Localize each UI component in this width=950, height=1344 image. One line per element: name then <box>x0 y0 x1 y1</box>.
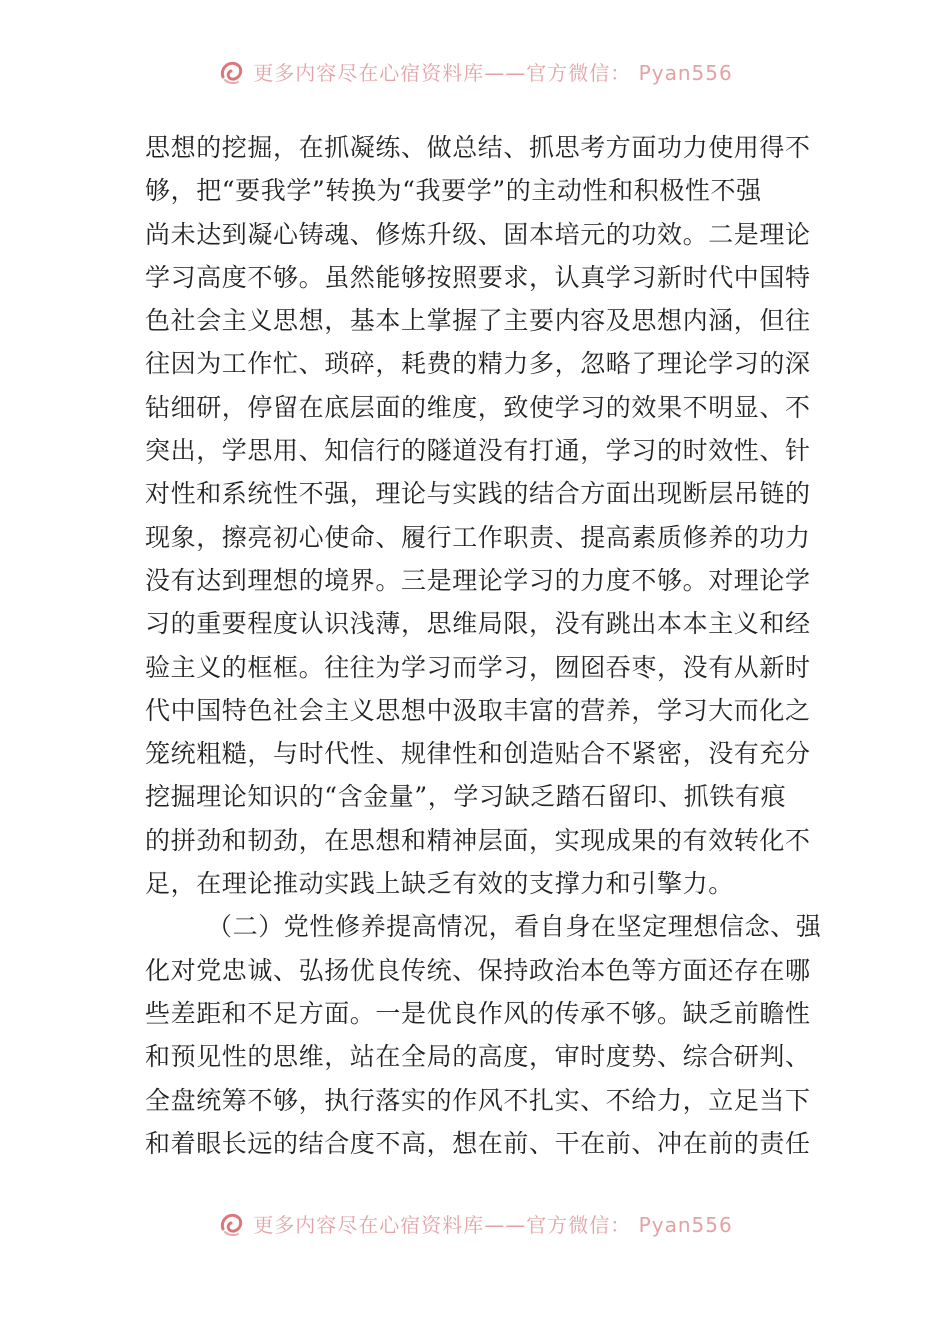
text-line: 色社会主义思想，基本上掌握了主要内容及思想内涵，但往 <box>145 306 811 336</box>
spiral-swirl-icon <box>217 1208 247 1238</box>
text-line: 验主义的框框。往往为学习而学习，囫囵吞枣，没有从新时 <box>145 652 811 682</box>
text-line: 够，把“要我学”转换为“我要学”的主动性和积极性不强 <box>145 176 762 206</box>
text-line: 些差距和不足方面。一是优良作风的传承不够。缺乏前瞻性 <box>145 998 811 1028</box>
header-watermark <box>0 54 950 88</box>
text-line: 和预见性的思维，站在全局的高度，审时度势、综合研判、 <box>145 1042 811 1072</box>
text-line: 钻细研，停留在底层面的维度，致使学习的效果不明显、不 <box>145 392 811 422</box>
text-line: 现象，擦亮初心使命、履行工作职责、提高素质修养的功力 <box>145 522 811 552</box>
document-body <box>145 126 822 1165</box>
text-line: 和着眼长远的结合度不高，想在前、干在前、冲在前的责任 <box>145 1128 811 1158</box>
text-line: 往因为工作忙、琐碎，耗费的精力多，忽略了理论学习的深 <box>145 349 811 379</box>
text-line: 代中国特色社会主义思想中汲取丰富的营养，学习大而化之 <box>145 695 811 725</box>
text-line: 对性和系统性不强，理论与实践的结合方面出现断层吊链的 <box>145 479 811 509</box>
text-line: 习的重要程度认识浅薄，思维局限，没有跳出本本主义和经 <box>145 609 811 639</box>
text-line: 没有达到理想的境界。三是理论学习的力度不够。对理论学 <box>145 565 811 595</box>
text-line: 笼统粗糙，与时代性、规律性和创造贴合不紧密，没有充分 <box>145 739 811 769</box>
text-line: 全盘统筹不够，执行落实的作风不扎实、不给力，立足当下 <box>145 1085 811 1115</box>
text-line: 尚未达到凝心铸魂、修炼升级、固本培元的功效。二是理论 <box>145 219 811 249</box>
text-line: 的拼劲和韧劲，在思想和精神层面，实现成果的有效转化不 <box>145 825 811 855</box>
text-line: 思想的挖掘，在抓凝练、做总结、抓思考方面功力使用得不 <box>145 133 811 162</box>
text-line: 突出，学思用、知信行的隧道没有打通，学习的时效性、针 <box>145 436 811 466</box>
watermark-text: 更多内容尽在心宿资料库——官方微信： Pyan556 <box>253 1212 733 1237</box>
text-line: 挖掘理论知识的“含金量”，学习缺乏踏石留印、抓铁有痕 <box>145 782 787 812</box>
footer-watermark <box>0 1206 950 1240</box>
text-line: 学习高度不够。虽然能够按照要求，认真学习新时代中国特 <box>145 262 811 292</box>
watermark-text: 更多内容尽在心宿资料库——官方微信： Pyan556 <box>253 60 733 85</box>
paragraph-heading-line: （二）党性修养提高情况，看自身在坚定理想信念、强 <box>207 912 822 942</box>
text-line: 化对党忠诚、弘扬优良传统、保持政治本色等方面还存在哪 <box>145 955 811 985</box>
spiral-swirl-icon <box>217 56 247 86</box>
text-line: 足，在理论推动实践上缺乏有效的支撑力和引擎力。 <box>145 869 734 899</box>
